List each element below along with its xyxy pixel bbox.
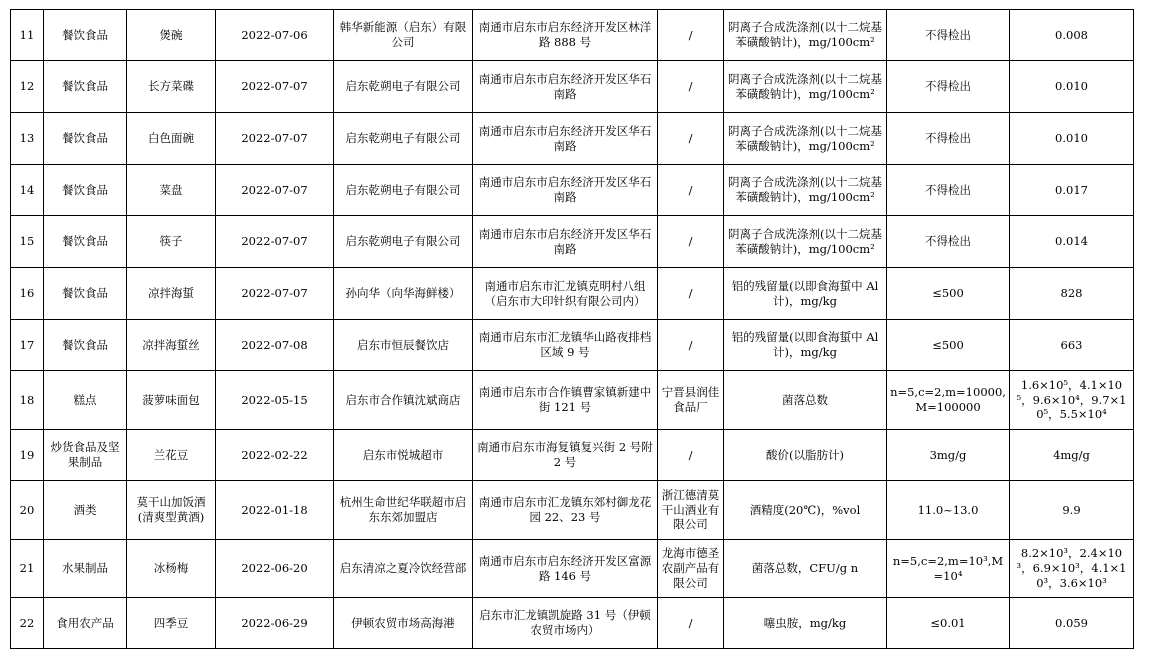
failed-item-cell: 铝的残留量(以即食海蜇中 Al 计)，mg/kg: [724, 268, 887, 320]
sampled-unit-cell: 启东乾朔电子有限公司: [334, 113, 473, 165]
test-result-cell: 0.059: [1010, 598, 1134, 649]
unit-address-cell: 南通市启东市海复镇复兴街 2 号附 2 号: [473, 430, 658, 481]
table-row: [11, 481, 1134, 540]
failed-item-cell: 阴离子合成洗涤剂(以十二烷基苯磺酸钠计)，mg/100cm²: [724, 216, 887, 268]
table-row: [11, 216, 1134, 268]
food-category-cell: 餐饮食品: [44, 216, 127, 268]
row-number-cell: 21: [11, 540, 44, 598]
food-category-cell: 餐饮食品: [44, 10, 127, 61]
standard-value-cell: 3mg/g: [887, 430, 1010, 481]
sampled-unit-cell: 孙向华（向华海鲜楼）: [334, 268, 473, 320]
unit-address-cell: 南通市启东市启东经济开发区华石南路: [473, 113, 658, 165]
product-name-cell: 筷子: [127, 216, 216, 268]
table-row: [11, 10, 1134, 61]
failed-item-cell: 菌落总数，CFU/g n: [724, 540, 887, 598]
food-category-cell: 餐饮食品: [44, 61, 127, 113]
sampled-unit-cell: 启东市悦城超市: [334, 430, 473, 481]
product-name-cell: 长方菜碟: [127, 61, 216, 113]
unit-address-cell: 南通市启东市汇龙镇华山路夜排档区域 9 号: [473, 320, 658, 371]
sampled-unit-cell: 启东乾朔电子有限公司: [334, 61, 473, 113]
failed-item-cell: 阴离子合成洗涤剂(以十二烷基苯磺酸钠计)，mg/100cm²: [724, 61, 887, 113]
product-name-cell: 煲碗: [127, 10, 216, 61]
inspection-table-container: [10, 9, 1134, 649]
test-result-cell: 0.010: [1010, 113, 1134, 165]
production-date-cell: 2022-07-08: [216, 320, 334, 371]
table-row: [11, 61, 1134, 113]
standard-value-cell: 不得检出: [887, 165, 1010, 216]
product-name-cell: 兰花豆: [127, 430, 216, 481]
producer-name-cell: /: [658, 165, 724, 216]
food-category-cell: 水果制品: [44, 540, 127, 598]
test-result-cell: 0.010: [1010, 61, 1134, 113]
production-date-cell: 2022-06-20: [216, 540, 334, 598]
sampled-unit-cell: 启东乾朔电子有限公司: [334, 216, 473, 268]
sampled-unit-cell: 杭州生命世纪华联超市启东东郊加盟店: [334, 481, 473, 540]
food-category-cell: 食用农产品: [44, 598, 127, 649]
inspection-results-table: [10, 9, 1134, 649]
failed-item-cell: 酒精度(20℃)，%vol: [724, 481, 887, 540]
test-result-cell: 8.2×10³，2.4×10³，6.9×10³，4.1×10³，3.6×10³: [1010, 540, 1134, 598]
row-number-cell: 19: [11, 430, 44, 481]
unit-address-cell: 南通市启东市启东经济开发区华石南路: [473, 165, 658, 216]
food-category-cell: 餐饮食品: [44, 320, 127, 371]
sampled-unit-cell: 韩华新能源（启东）有限公司: [334, 10, 473, 61]
table-row: [11, 268, 1134, 320]
failed-item-cell: 菌落总数: [724, 371, 887, 430]
sampled-unit-cell: 启东市合作镇沈斌商店: [334, 371, 473, 430]
standard-value-cell: n=5,c=2,m=10³,M=10⁴: [887, 540, 1010, 598]
failed-item-cell: 酸价(以脂肪计): [724, 430, 887, 481]
product-name-cell: 冰杨梅: [127, 540, 216, 598]
production-date-cell: 2022-05-15: [216, 371, 334, 430]
failed-item-cell: 阴离子合成洗涤剂(以十二烷基苯磺酸钠计)，mg/100cm²: [724, 10, 887, 61]
table-row: [11, 430, 1134, 481]
production-date-cell: 2022-06-29: [216, 598, 334, 649]
standard-value-cell: 11.0~13.0: [887, 481, 1010, 540]
production-date-cell: 2022-07-07: [216, 165, 334, 216]
test-result-cell: 9.9: [1010, 481, 1134, 540]
row-number-cell: 12: [11, 61, 44, 113]
unit-address-cell: 南通市启东市合作镇曹家镇新建中街 121 号: [473, 371, 658, 430]
unit-address-cell: 南通市启东市启东经济开发区华石南路: [473, 216, 658, 268]
row-number-cell: 17: [11, 320, 44, 371]
production-date-cell: 2022-02-22: [216, 430, 334, 481]
row-number-cell: 18: [11, 371, 44, 430]
food-category-cell: 酒类: [44, 481, 127, 540]
test-result-cell: 4mg/g: [1010, 430, 1134, 481]
test-result-cell: 0.017: [1010, 165, 1134, 216]
food-category-cell: 餐饮食品: [44, 113, 127, 165]
product-name-cell: 凉拌海蜇丝: [127, 320, 216, 371]
food-category-cell: 炒货食品及坚果制品: [44, 430, 127, 481]
row-number-cell: 14: [11, 165, 44, 216]
failed-item-cell: 噻虫胺，mg/kg: [724, 598, 887, 649]
table-body: [11, 10, 1134, 649]
production-date-cell: 2022-07-07: [216, 113, 334, 165]
failed-item-cell: 阴离子合成洗涤剂(以十二烷基苯磺酸钠计)，mg/100cm²: [724, 113, 887, 165]
producer-name-cell: 龙海市德圣农副产品有限公司: [658, 540, 724, 598]
standard-value-cell: n=5,c=2,m=10000,M=100000: [887, 371, 1010, 430]
production-date-cell: 2022-07-07: [216, 216, 334, 268]
test-result-cell: 828: [1010, 268, 1134, 320]
standard-value-cell: ≤500: [887, 268, 1010, 320]
production-date-cell: 2022-07-06: [216, 10, 334, 61]
food-category-cell: 糕点: [44, 371, 127, 430]
unit-address-cell: 南通市启东市启东经济开发区富源路 146 号: [473, 540, 658, 598]
product-name-cell: 凉拌海蜇: [127, 268, 216, 320]
producer-name-cell: /: [658, 61, 724, 113]
producer-name-cell: /: [658, 320, 724, 371]
table-row: [11, 165, 1134, 216]
sampled-unit-cell: 启东清凉之夏冷饮经营部: [334, 540, 473, 598]
test-result-cell: 0.014: [1010, 216, 1134, 268]
table-row: [11, 113, 1134, 165]
unit-address-cell: 启东市汇龙镇凯旋路 31 号（伊顿农贸市场内）: [473, 598, 658, 649]
standard-value-cell: ≤0.01: [887, 598, 1010, 649]
producer-name-cell: 宁晋县润佳食品厂: [658, 371, 724, 430]
product-name-cell: 白色面碗: [127, 113, 216, 165]
row-number-cell: 22: [11, 598, 44, 649]
row-number-cell: 11: [11, 10, 44, 61]
test-result-cell: 1.6×10⁵，4.1×10⁵，9.6×10⁴，9.7×10⁵，5.5×10⁴: [1010, 371, 1134, 430]
sampled-unit-cell: 伊顿农贸市场高海港: [334, 598, 473, 649]
food-category-cell: 餐饮食品: [44, 268, 127, 320]
row-number-cell: 15: [11, 216, 44, 268]
row-number-cell: 20: [11, 481, 44, 540]
product-name-cell: 莫干山加饭酒(清爽型黄酒): [127, 481, 216, 540]
unit-address-cell: 南通市启东市启东经济开发区华石南路: [473, 61, 658, 113]
table-row: [11, 540, 1134, 598]
production-date-cell: 2022-07-07: [216, 268, 334, 320]
unit-address-cell: 南通市启东市汇龙镇东郊村御龙花园 22、23 号: [473, 481, 658, 540]
unit-address-cell: 南通市启东市汇龙镇克明村八组（启东市大印针织有限公司内）: [473, 268, 658, 320]
producer-name-cell: /: [658, 113, 724, 165]
producer-name-cell: /: [658, 10, 724, 61]
standard-value-cell: 不得检出: [887, 61, 1010, 113]
sampled-unit-cell: 启东市恒辰餐饮店: [334, 320, 473, 371]
product-name-cell: 菜盘: [127, 165, 216, 216]
sampled-unit-cell: 启东乾朔电子有限公司: [334, 165, 473, 216]
producer-name-cell: 浙江德清莫干山酒业有限公司: [658, 481, 724, 540]
standard-value-cell: 不得检出: [887, 10, 1010, 61]
row-number-cell: 13: [11, 113, 44, 165]
test-result-cell: 0.008: [1010, 10, 1134, 61]
food-category-cell: 餐饮食品: [44, 165, 127, 216]
table-row: [11, 371, 1134, 430]
failed-item-cell: 铝的残留量(以即食海蜇中 Al 计)，mg/kg: [724, 320, 887, 371]
failed-item-cell: 阴离子合成洗涤剂(以十二烷基苯磺酸钠计)，mg/100cm²: [724, 165, 887, 216]
product-name-cell: 菠萝味面包: [127, 371, 216, 430]
producer-name-cell: /: [658, 216, 724, 268]
production-date-cell: 2022-01-18: [216, 481, 334, 540]
production-date-cell: 2022-07-07: [216, 61, 334, 113]
producer-name-cell: /: [658, 430, 724, 481]
test-result-cell: 663: [1010, 320, 1134, 371]
table-row: [11, 320, 1134, 371]
table-row: [11, 598, 1134, 649]
standard-value-cell: 不得检出: [887, 113, 1010, 165]
standard-value-cell: ≤500: [887, 320, 1010, 371]
row-number-cell: 16: [11, 268, 44, 320]
producer-name-cell: /: [658, 268, 724, 320]
product-name-cell: 四季豆: [127, 598, 216, 649]
unit-address-cell: 南通市启东市启东经济开发区林洋路 888 号: [473, 10, 658, 61]
standard-value-cell: 不得检出: [887, 216, 1010, 268]
producer-name-cell: /: [658, 598, 724, 649]
